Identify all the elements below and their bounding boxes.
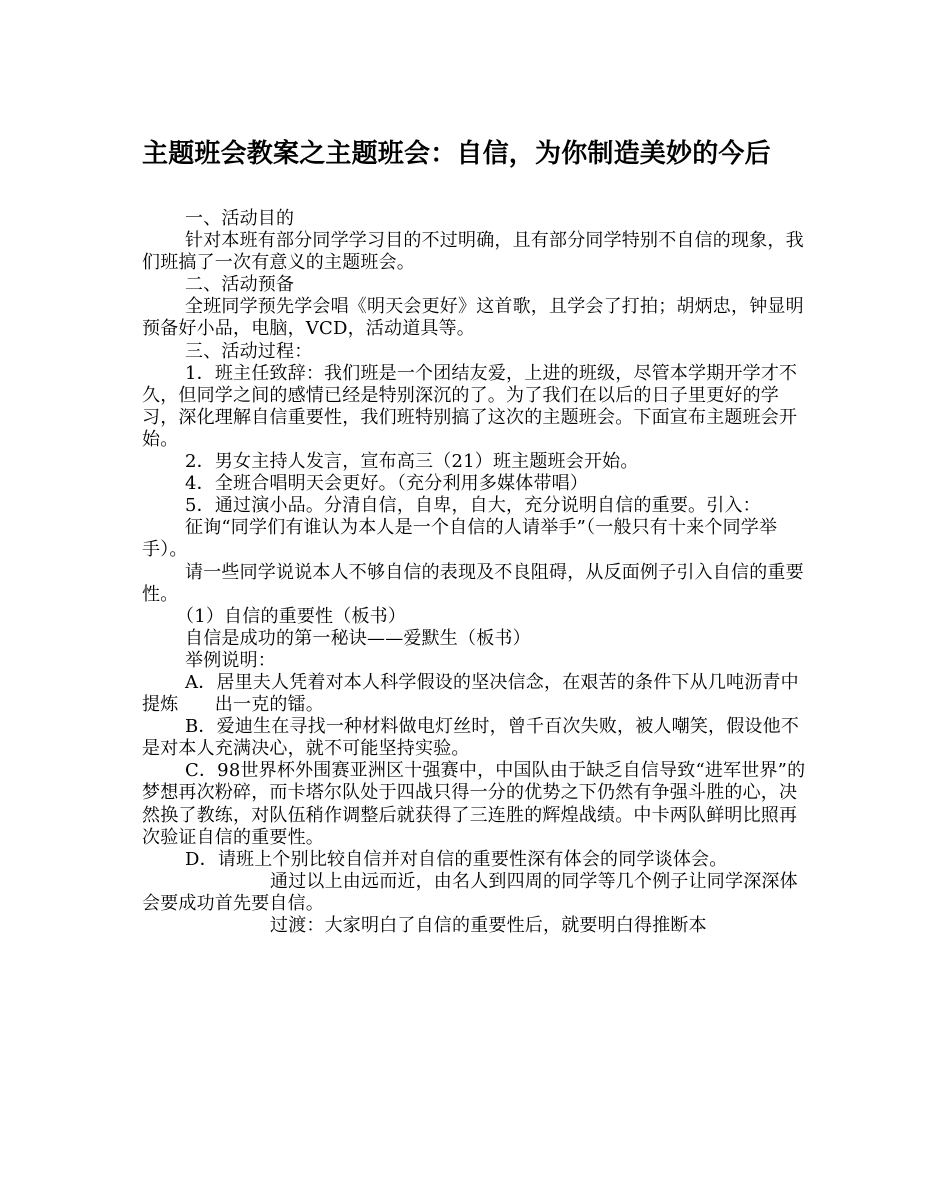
paragraph-purpose: 针对本班有部分同学学习目的不过明确，且有部分同学特别不自信的现象，我们班搞了一次有意义的主题班会。: [142, 230, 804, 274]
example-item-c: C．98世界杯外围赛亚洲区十强赛中，中国队由于缺乏自信导致“进军世界”的梦想再次粉碎，而卡塔尔队处于四战只得一分的优势之下仍然有争强斗胜的心，决然换了教练，对队伍稍作调整后就获得了三连胜的辉煌战绩。中卡两队鲜明比照再次验证自信的重要性。: [142, 760, 806, 848]
paragraph-preparation: 全班同学预先学会唱《明天会更好》这首歌，且学会了打拍；胡炳忠，钟显明预备好小品，电脑，VCD，活动道具等。: [142, 296, 804, 340]
paragraph-examples-intro: 举例说明：: [185, 649, 276, 671]
paragraph-step-1: 1．班主任致辞：我们班是一个团结友爱，上进的班级，尽管本学期开学才不久，但同学之间的感情已经是特别深沉的了。为了我们在以后的日子里更好的学习，深化理解自信重要性，我们班特别搞了这次的主题班会。下面宣布主题班会开始。: [142, 362, 798, 450]
section-heading-purpose: 一、活动目的: [185, 208, 295, 229]
subheading-importance: （1）自信的重要性（板书）: [176, 605, 407, 627]
example-item-d: D．请班上个别比较自信并对自信的重要性深有体会的同学谈体会。: [185, 848, 728, 870]
section-heading-preparation: 二、活动预备: [185, 274, 295, 296]
paragraph-summary: 通过以上由远而近，由名人到四周的同学等几个例子让同学深深体会要成功首先要自信。: [142, 870, 798, 914]
example-item-a: A．居里夫人凭着对本人科学假设的坚决信念，在艰苦的条件下从几吨沥青中提炼 出一克的镭。: [142, 671, 799, 716]
paragraph-quote: 自信是成功的第一秘诀——爱默生（板书）: [185, 627, 531, 649]
paragraph-step-5: 5．通过演小品。分清自信，自卑，自大，充分说明自信的重要。引入：: [185, 495, 761, 517]
paragraph-poll: 征询“同学们有谁认为本人是一个自信的人请举手”（一般只有十来个同学举手）。: [142, 517, 778, 561]
paragraph-transition: 过渡：大家明白了自信的重要性后，就要明白得推断本: [270, 915, 707, 936]
section-heading-process: 三、活动过程：: [185, 340, 313, 362]
document-body: [142, 208, 812, 937]
paragraph-discussion: 请一些同学说说本人不够自信的表现及不良阻碍，从反面例子引入自信的重要性。: [142, 561, 804, 605]
paragraph-step-4: 4．全班合唱明天会更好。（充分利用多媒体带唱）: [185, 473, 589, 495]
paragraph-step-2: 2．男女主持人发言，宣布高三（21）班主题班会开始。: [185, 451, 639, 473]
document-title: 主题班会教案之主题班会：自信，为你制造美妙的今后: [142, 139, 771, 169]
example-item-b: B．爱迪生在寻找一种材料做电灯丝时，曾千百次失败，被人嘲笑，假设他不是对本人充满决心，就不可能坚持实验。: [142, 716, 800, 760]
